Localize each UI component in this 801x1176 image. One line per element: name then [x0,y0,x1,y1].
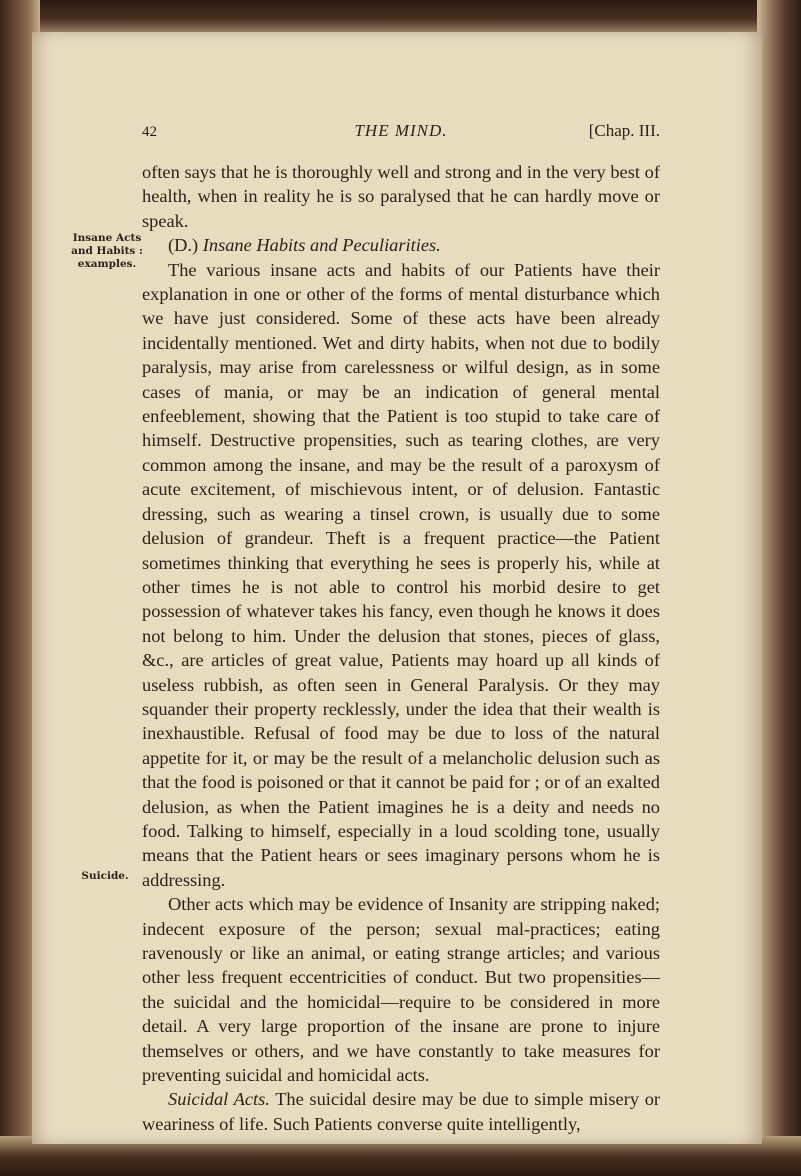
paragraph-continued: often says that he is thoroughly well and strong and in the very best of health, when in reality he is so paralysed that he can hardly move or speak. [142,162,660,231]
chapter-label: [Chap. III. [588,121,660,140]
page-body [142,160,660,1136]
paragraph-other-acts: Other acts which may be evidence of Insanity are stripping naked; indecent exposure of the person; sexual mal-practices; eating ravenously or like an animal, or eating strange articles; and various other less frequent eccentricities of conduct. But two propensities—the suicidal and the homicidal—require to be considered in more detail. A very large proportion of the insane are prone to injure themselves or others, and we have constantly to take measures for preventing suicidal and homicidal acts. [142,894,660,1086]
section-heading [142,233,660,257]
section-title: Insane Habits and Peculiarities. [202,235,441,256]
book-right-edge [757,0,801,1176]
margin-note-suicide: Suicide. [81,870,129,882]
running-header [142,121,660,147]
running-title: THE MIND. [354,121,448,140]
paragraph-insane-acts: The various insane acts and habits of our Patients have their explanation in one or other of the forms of mental disturbance which we have just considered. Some of these acts have been already incidentally mentioned. Wet and dirty habits, when not due to bodily paralysis, may arise from carelessness or wilful design, as in some cases of mania, or may be an indication of general mental enfeeblement, showing that the Patient is too stupid to take care of himself. Destructive propensities, such as tearing clothes, are very common among the insane, and may be the result of a paroxysm of acute excitement, of mischievous intent, or of delusion. Fantastic dressing, such as wearing a tinsel crown, is usually due to some delusion of grandeur. Theft is a frequent practice—the Patient sometimes thinking that everything he sees is properly his, while at other times he is not able to control his morbid desire to get possession of whatever takes his fancy, even though he knows it does not belong to him. Under the delusion that stones, pieces of glass, &c., are articles of great value, Patients may hoard up all kinds of useless rubbish, as often seen in General Paralysis. Or they may squander their property recklessly, under the idea that their wealth is inexhaustible. Refusal of food may be due to loss of the natural appetite for it, or may be the result of a melancholic delusion such as that the food is poisoned or that it cannot be paid for ; or of an exalted delusion, as when the Patient imagines he is a deity and needs no food. Talking to himself, especially in a loud scolding tone, usually means that the Patient hears or sees imaginary persons whom he is addressing. [142,259,660,890]
page-number: 42 [142,124,157,140]
paragraph-suicidal-acts [142,1087,660,1136]
margin-note-insane-acts: Insane Acts and Habits : examples. [71,232,143,270]
section-label: (D.) [168,235,199,256]
suicidal-acts-title: Suicidal Acts. [168,1089,270,1110]
suicidal-acts-text: The suicidal desire may be due to simple misery or weariness of life. Such Patients converse quite intelligently, [142,1089,661,1134]
